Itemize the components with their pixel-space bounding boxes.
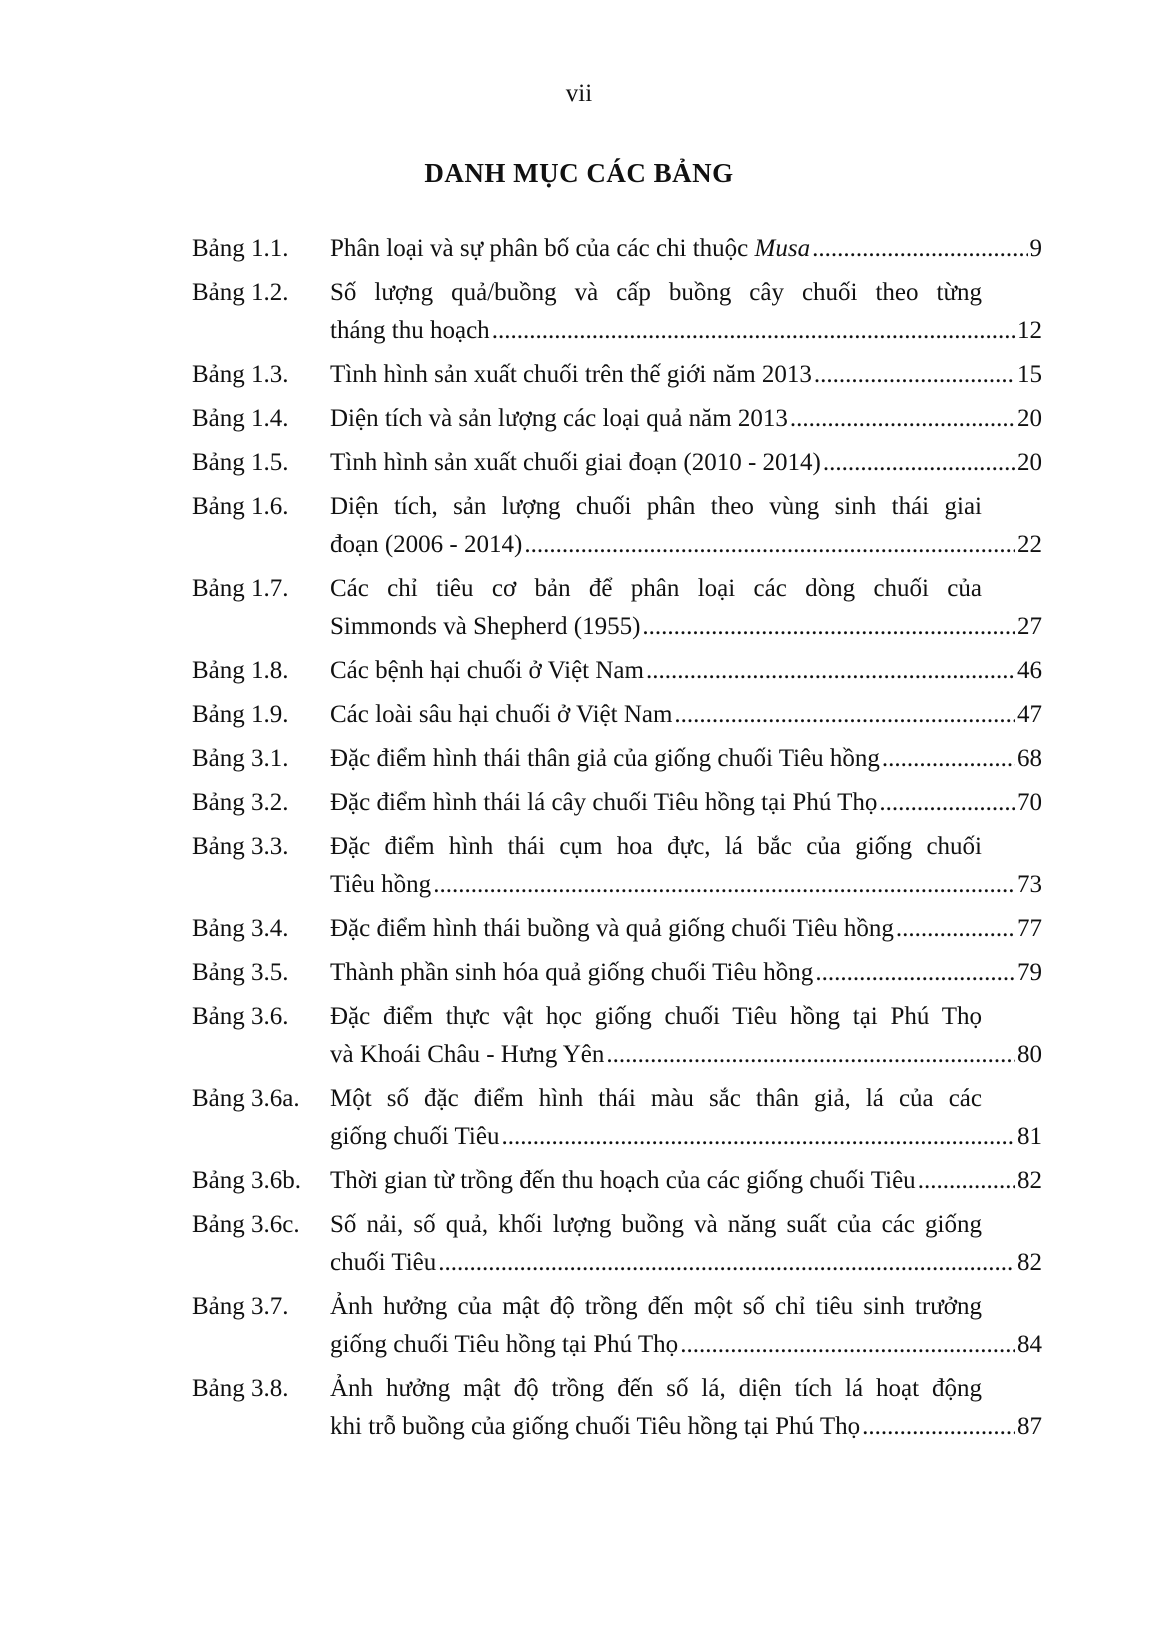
toc-entry-title [330, 444, 821, 482]
toc-entry-title [330, 740, 880, 778]
toc-entry [192, 910, 1042, 948]
toc-entry-title [330, 954, 813, 992]
toc-entry-title-line: Diện tích, sản lượng chuối phân theo vùng sinh thái giai [330, 493, 982, 520]
toc-entry-title-line: Số lượng quả/buồng và cấp buồng cây chuối theo từng [330, 279, 982, 306]
toc-entry-leader-line [330, 866, 1042, 904]
toc-entry [192, 444, 1042, 482]
toc-entry-page: 46 [1017, 657, 1042, 684]
toc-entry-leader-line [330, 1244, 1042, 1282]
toc-entry-title-line: Số nải, số quả, khối lượng buồng và năng suất của các giống [330, 1211, 982, 1238]
toc-entry-page: 80 [1017, 1041, 1042, 1068]
toc-entry-leader-line [330, 652, 1042, 690]
toc-entry-title-text: khi trỗ buồng của giống chuối Tiêu hồng tại Phú Thọ [330, 1413, 861, 1440]
toc-entry [192, 828, 1042, 904]
toc-entry [192, 998, 1042, 1074]
dot-leader [896, 910, 1015, 948]
toc-entry-title [330, 784, 877, 822]
toc-entry-page: 79 [1017, 959, 1042, 986]
toc-entry [192, 696, 1042, 734]
toc-entry-title-line: Đặc điểm hình thái cụm hoa đực, lá bắc của giống chuối [330, 833, 982, 860]
toc-entry-body [330, 784, 1042, 822]
toc-entry-title [330, 1118, 499, 1156]
toc-entry-title [330, 866, 431, 904]
toc-entry-page: 9 [1029, 235, 1042, 262]
dot-leader [646, 652, 1015, 690]
toc-entry-body [330, 1288, 1042, 1364]
toc-entry-body [330, 1370, 1042, 1446]
toc-entry-page: 73 [1017, 871, 1042, 898]
toc-entry [192, 400, 1042, 438]
toc-entry-label: Bảng 1.3. [192, 361, 289, 388]
toc-entry-body [330, 356, 1042, 394]
toc-entry-leader-line [330, 1408, 1042, 1446]
dot-leader [812, 230, 1027, 268]
toc-entry [192, 356, 1042, 394]
toc-entry [192, 784, 1042, 822]
dot-leader [642, 608, 1015, 646]
toc-entry [192, 954, 1042, 992]
toc-entry-label: Bảng 3.7. [192, 1293, 289, 1320]
toc-entry-label: Bảng 3.5. [192, 959, 289, 986]
toc-entry-label: Bảng 3.6. [192, 1003, 289, 1030]
toc-entry-label: Bảng 1.5. [192, 449, 289, 476]
toc-entry-leader-line [330, 356, 1042, 394]
toc-entry [192, 1080, 1042, 1156]
toc-entry-title-text: chuối Tiêu [330, 1249, 437, 1276]
toc-entry-leader-line [330, 910, 1042, 948]
toc-entry-leader-line [330, 608, 1042, 646]
toc-entry-page: 82 [1017, 1249, 1042, 1276]
toc-entry-title [330, 526, 522, 564]
toc-entry [192, 652, 1042, 690]
toc-entry-label: Bảng 3.2. [192, 789, 289, 816]
toc-entry-leader-line [330, 526, 1042, 564]
toc-entry-leader-line [330, 312, 1042, 350]
toc-entry-page: 47 [1017, 701, 1042, 728]
toc-entry-page: 81 [1017, 1123, 1042, 1150]
toc-entry-title-text: Đặc điểm hình thái thân giả của giống chuối Tiêu hồng [330, 745, 880, 772]
toc-entry-page: 77 [1017, 915, 1042, 942]
page-number: vii [565, 80, 593, 107]
toc-entry-leader-line [330, 696, 1042, 734]
toc-entry [192, 1162, 1042, 1200]
toc-entry-title-line: Ảnh hưởng của mật độ trồng đến một số chỉ tiêu sinh trưởng [330, 1293, 982, 1320]
toc-entry-label: Bảng 3.6a. [192, 1085, 300, 1112]
toc-entry-body [330, 954, 1042, 992]
toc-entry-body [330, 444, 1042, 482]
toc-entry-title-text: tháng thu hoạch [330, 317, 490, 344]
toc-entry-body [330, 828, 1042, 904]
page-title: DANH MỤC CÁC BẢNG [424, 158, 734, 188]
toc-entry-page: 15 [1017, 361, 1042, 388]
toc-entry-title [330, 312, 490, 350]
toc-entry-title-text: và Khoái Châu - Hưng Yên [330, 1041, 605, 1068]
toc-entry-title [330, 910, 894, 948]
toc-entry [192, 1206, 1042, 1282]
dot-leader [438, 1244, 1015, 1282]
toc-entry-page: 27 [1017, 613, 1042, 640]
toc-entry-page: 82 [1017, 1167, 1042, 1194]
dot-leader [815, 954, 1015, 992]
dot-leader [823, 444, 1015, 482]
toc-entry-label: Bảng 1.1. [192, 235, 289, 262]
toc-entry [192, 1370, 1042, 1446]
toc-entry-title-text: Các bệnh hại chuối ở Việt Nam [330, 657, 644, 684]
dot-leader [879, 784, 1015, 822]
toc-entry-body [330, 274, 1042, 350]
toc-entry-title-line: Các chỉ tiêu cơ bản để phân loại các dòng chuối của [330, 575, 982, 602]
dot-leader [524, 526, 1015, 564]
toc-entry-title-line: Đặc điểm thực vật học giống chuối Tiêu hồng tại Phú Thọ [330, 1003, 982, 1030]
toc-entry-title-text: Simmonds và Shepherd (1955) [330, 613, 641, 640]
dot-leader [814, 356, 1015, 394]
dot-leader [790, 400, 1015, 438]
toc-entry-body [330, 1080, 1042, 1156]
toc-entry-body [330, 1206, 1042, 1282]
toc-entry-title-text: giống chuối Tiêu [330, 1123, 500, 1150]
toc-entry-title [330, 356, 812, 394]
toc-entry-title [330, 1036, 604, 1074]
toc-entry-leader-line [330, 740, 1042, 778]
toc-entry-leader-line [330, 400, 1042, 438]
toc-entry-label: Bảng 1.4. [192, 405, 289, 432]
toc-entry [192, 274, 1042, 350]
toc-entry-page: 68 [1017, 745, 1042, 772]
dot-leader [862, 1408, 1015, 1446]
toc-entry-label: Bảng 3.4. [192, 915, 289, 942]
toc-entry-label: Bảng 1.2. [192, 279, 289, 306]
dot-leader [882, 740, 1015, 778]
toc-entry-body [330, 740, 1042, 778]
toc-entry-title-text: Tình hình sản xuất chuối giai đoạn (2010 - 2014) [330, 449, 821, 476]
toc-entry-label: Bảng 3.6b. [192, 1167, 302, 1194]
toc-entry-label: Bảng 3.8. [192, 1375, 289, 1402]
toc-entry-title-text: giống chuối Tiêu hồng tại Phú Thọ [330, 1331, 679, 1358]
toc-entry-title-text: Thành phần sinh hóa quả giống chuối Tiêu hồng [330, 959, 814, 986]
toc-entry-body [330, 570, 1042, 646]
toc-entry-body [330, 910, 1042, 948]
table-of-tables [192, 230, 1042, 1452]
toc-entry-page: 87 [1017, 1413, 1042, 1440]
toc-entry [192, 1288, 1042, 1364]
dot-leader [433, 866, 1015, 904]
toc-entry-title [330, 696, 672, 734]
toc-entry-title-text: Tình hình sản xuất chuối trên thế giới năm 2013 [330, 361, 812, 388]
toc-entry [192, 230, 1042, 268]
toc-entry-title-text: đoạn (2006 - 2014) [330, 531, 523, 558]
toc-entry-title-text: Thời gian từ trồng đến thu hoạch của các giống chuối Tiêu [330, 1167, 916, 1194]
toc-entry-leader-line [330, 230, 1042, 268]
dot-leader [606, 1036, 1015, 1074]
toc-entry-leader-line [330, 784, 1042, 822]
toc-entry-title-text: Diện tích và sản lượng các loại quả năm 2013 [330, 405, 788, 432]
toc-entry-label: Bảng 3.1. [192, 745, 289, 772]
toc-entry-leader-line [330, 1326, 1042, 1364]
toc-entry-label: Bảng 1.7. [192, 575, 289, 602]
toc-entry-body [330, 1162, 1042, 1200]
toc-entry-body [330, 652, 1042, 690]
dot-leader [492, 312, 1015, 350]
toc-entry [192, 570, 1042, 646]
toc-entry-page: 12 [1017, 317, 1042, 344]
toc-entry-body [330, 998, 1042, 1074]
toc-entry-title-text: Tiêu hồng [330, 871, 432, 898]
toc-entry-body [330, 488, 1042, 564]
toc-entry-title [330, 1408, 860, 1446]
dot-leader [680, 1326, 1015, 1364]
dot-leader [501, 1118, 1015, 1156]
toc-entry-label: Bảng 3.3. [192, 833, 289, 860]
toc-entry-body [330, 400, 1042, 438]
toc-entry-title-line: Ảnh hưởng mật độ trồng đến số lá, diện tích lá hoạt động [330, 1375, 982, 1402]
dot-leader [674, 696, 1015, 734]
toc-entry-title-italic: Musa [754, 235, 811, 262]
toc-entry-label: Bảng 1.9. [192, 701, 289, 728]
toc-entry-leader-line [330, 1036, 1042, 1074]
toc-entry-title [330, 230, 810, 268]
toc-entry-label: Bảng 3.6c. [192, 1211, 300, 1238]
toc-entry-leader-line [330, 1162, 1042, 1200]
toc-entry-title [330, 608, 640, 646]
toc-entry [192, 740, 1042, 778]
toc-entry-title-text: Đặc điểm hình thái buồng và quả giống chuối Tiêu hồng [330, 915, 894, 942]
toc-entry-leader-line [330, 444, 1042, 482]
toc-entry-title [330, 652, 644, 690]
toc-entry-title [330, 1326, 678, 1364]
toc-entry-label: Bảng 1.8. [192, 657, 289, 684]
dot-leader [918, 1162, 1015, 1200]
toc-entry-page: 70 [1017, 789, 1042, 816]
toc-entry-title [330, 1244, 436, 1282]
toc-entry-leader-line [330, 1118, 1042, 1156]
toc-entry-title-text: Đặc điểm hình thái lá cây chuối Tiêu hồng tại Phú Thọ [330, 789, 878, 816]
toc-entry-page: 22 [1017, 531, 1042, 558]
toc-entry-page: 20 [1017, 449, 1042, 476]
toc-entry-leader-line [330, 954, 1042, 992]
toc-entry-title-line: Một số đặc điểm hình thái màu sắc thân giả, lá của các [330, 1085, 982, 1112]
toc-entry-title-text: Phân loại và sự phân bố của các chi thuộc [330, 235, 755, 262]
toc-entry-page: 20 [1017, 405, 1042, 432]
toc-entry-body [330, 230, 1042, 268]
toc-entry-title [330, 1162, 916, 1200]
toc-entry-title-text: Các loài sâu hại chuối ở Việt Nam [330, 701, 673, 728]
toc-entry-title [330, 400, 788, 438]
toc-entry-page: 84 [1017, 1331, 1042, 1358]
toc-entry-label: Bảng 1.6. [192, 493, 289, 520]
toc-entry-body [330, 696, 1042, 734]
toc-entry [192, 488, 1042, 564]
